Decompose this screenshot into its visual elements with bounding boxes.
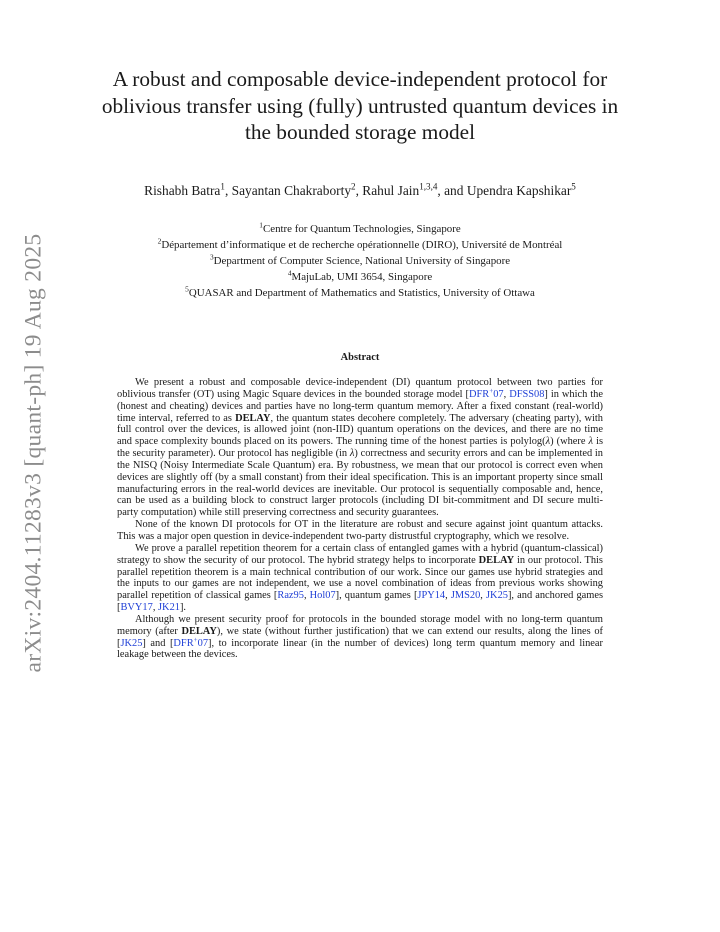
text-run: Although we present security proof for protocols in the bounded storage model with no long-term quantum memory (after xyxy=(117,613,603,637)
affiliation-text: QUASAR and Department of Mathematics and Statistics, University of Ottawa xyxy=(188,287,535,299)
affiliation-text: MajuLab, UMI 3654, Singapore xyxy=(291,271,433,283)
affiliation xyxy=(60,221,660,237)
citation-link[interactable] xyxy=(469,386,504,400)
affiliation-sup: 3 xyxy=(209,252,214,262)
citation-link[interactable]: JMS20 xyxy=(450,590,481,602)
citation-link[interactable]: JK25 xyxy=(120,637,143,649)
affiliation-sup: 4 xyxy=(287,268,292,278)
author-affil-sup: 1 xyxy=(220,181,225,192)
text-run: We prove a parallel repetition theorem for a certain class of entangled games with a hybrid (quantum-classical) strategy to show the security of our protocol. The hybrid strategy helps to incorporate xyxy=(117,542,603,566)
text-run: ] and [ xyxy=(142,637,174,649)
text-run: ] in which the (honest and cheating) devices and parties have no long-term quantum memory. After a fixed constant (real-world) time interval, referred to as xyxy=(117,388,603,424)
title-line: A robust and composable device-independent protocol for xyxy=(112,67,608,91)
text-run: in our protocol. This parallel repetition theorem is a main technical contribution of our work. Since our games use hybrid strategies and the inputs to our games are not independent, we use a novel combination of ideas from previous works showing parallel repetition of classical games [ xyxy=(117,554,603,602)
citation-text: 07 xyxy=(493,388,504,400)
citation-link[interactable] xyxy=(173,635,209,649)
abstract-paragraph xyxy=(117,377,603,519)
affiliation-sup: 5 xyxy=(185,284,189,294)
separator: , xyxy=(152,602,159,614)
text-run: ], and anchored games [ xyxy=(117,590,603,614)
citation-link[interactable]: JK25 xyxy=(486,590,508,602)
citation-link[interactable]: JPY14 xyxy=(417,590,446,602)
citation-link[interactable]: Raz95 xyxy=(277,590,304,602)
delay-term: DELAY xyxy=(478,554,515,566)
text-run: ) correctness and security errors and can be implemented in the NISQ (Noisy Intermediate Scale Quantum) era. By robustness, we mean that our protocol is correct even when devices are slightly off (by a small constant) from their ideal specification. This is an important property since small manufacturing errors in the real-world devices are inevitable. Our protocol is sequentially composable and, hence, can be used as a building block to construct larger protocols (including DI bit-commitment and DI secure multi-party computation) while still preserving correctness and security guarantees. xyxy=(117,448,603,519)
text-run: is the security parameter). Our protocol has negligible (in xyxy=(117,436,604,460)
delay-term: DELAY xyxy=(181,625,217,637)
affiliation xyxy=(60,253,660,269)
paper-title xyxy=(60,66,660,146)
text-run: , the quantum states decohere completely. The adversary (cheating party), with full control over the devices, is allowed joint (non-IID) quantum operations on the devices, and there are no time and space complexity bounds placed on its powers. The running time of the honest parties is polylog( xyxy=(117,412,603,448)
citation-link[interactable]: Hol07 xyxy=(309,590,336,602)
citation-link[interactable]: BVY17 xyxy=(120,602,153,614)
author-name: Upendra Kapshikar xyxy=(466,183,572,198)
author-name: Rishabh Batra xyxy=(144,183,221,198)
separator: , and xyxy=(437,183,467,198)
abstract-paragraph xyxy=(117,614,603,661)
author-list xyxy=(60,183,660,199)
author-affil-sup: 1,3,4 xyxy=(419,181,438,192)
text-run: , xyxy=(503,388,510,400)
affiliation xyxy=(60,269,660,285)
author-name: Rahul Jain xyxy=(362,183,420,198)
citation-sup: + xyxy=(193,635,198,644)
affiliation xyxy=(60,285,660,301)
delay-term: DELAY xyxy=(235,412,271,424)
abstract-paragraph: None of the known DI protocols for OT in the literature are robust and secure against joint quantum attacks. This was a major open question in device-independent two-party distrustful cryptography, which we resolve. xyxy=(117,519,603,542)
arxiv-stamp xyxy=(14,233,54,672)
title-line: the bounded storage model xyxy=(244,120,476,144)
lambda-symbol: λ xyxy=(588,436,594,448)
lambda-symbol: λ xyxy=(545,436,551,448)
affiliation-text: Department of Computer Science, National University of Singapore xyxy=(213,255,511,267)
author-affil-sup: 5 xyxy=(571,181,576,192)
text-run: ), we state (without further justification) that we can extend our results, along the lines of [ xyxy=(117,625,603,649)
separator: , xyxy=(445,590,451,602)
author-name: Sayantan Chakraborty xyxy=(231,183,352,198)
citation-sup: + xyxy=(489,386,494,395)
separator: , xyxy=(303,590,310,602)
citation-link[interactable]: JK21 xyxy=(158,602,180,614)
text-run: ], quantum games [ xyxy=(335,590,418,602)
author-affil-sup: 2 xyxy=(351,181,356,192)
affiliation-text: Centre for Quantum Technologies, Singapore xyxy=(262,223,461,235)
text-run: ) (where xyxy=(550,436,589,448)
text-run: ]. xyxy=(179,602,187,614)
arxiv-stamp-text: arXiv:2404.11283v3 [quant-ph] 19 Aug 2025 xyxy=(20,233,47,672)
separator: , xyxy=(480,590,487,602)
title-line: oblivious transfer using (fully) untrusted quantum devices in xyxy=(101,93,619,118)
abstract-body xyxy=(117,377,603,661)
citation-text: 07 xyxy=(197,637,209,649)
citation-link[interactable]: DFSS08 xyxy=(509,388,545,400)
affiliation-list xyxy=(60,221,660,301)
affiliation-sup: 2 xyxy=(157,236,162,246)
abstract-paragraph xyxy=(117,543,603,614)
citation-text: DFR xyxy=(469,388,490,400)
abstract-heading: Abstract xyxy=(340,352,380,363)
affiliation-text: Département d’informatique et de recherche opérationnelle (DIRO), Université de Montréal xyxy=(161,239,563,251)
separator: , xyxy=(355,183,363,198)
citation-text: DFR xyxy=(173,637,194,649)
affiliation xyxy=(60,237,660,253)
text-run: We present a robust and composable device-independent (DI) quantum protocol between two parties for oblivious transfer (OT) using Magic Square devices in the bounded storage model [ xyxy=(117,377,603,400)
affiliation-sup: 1 xyxy=(259,220,263,230)
separator: , xyxy=(224,183,232,198)
lambda-symbol: λ xyxy=(349,448,355,460)
text-run: ], to incorporate linear (in the number of devices) long term quantum memory and linear leakage between the devices. xyxy=(117,637,603,661)
